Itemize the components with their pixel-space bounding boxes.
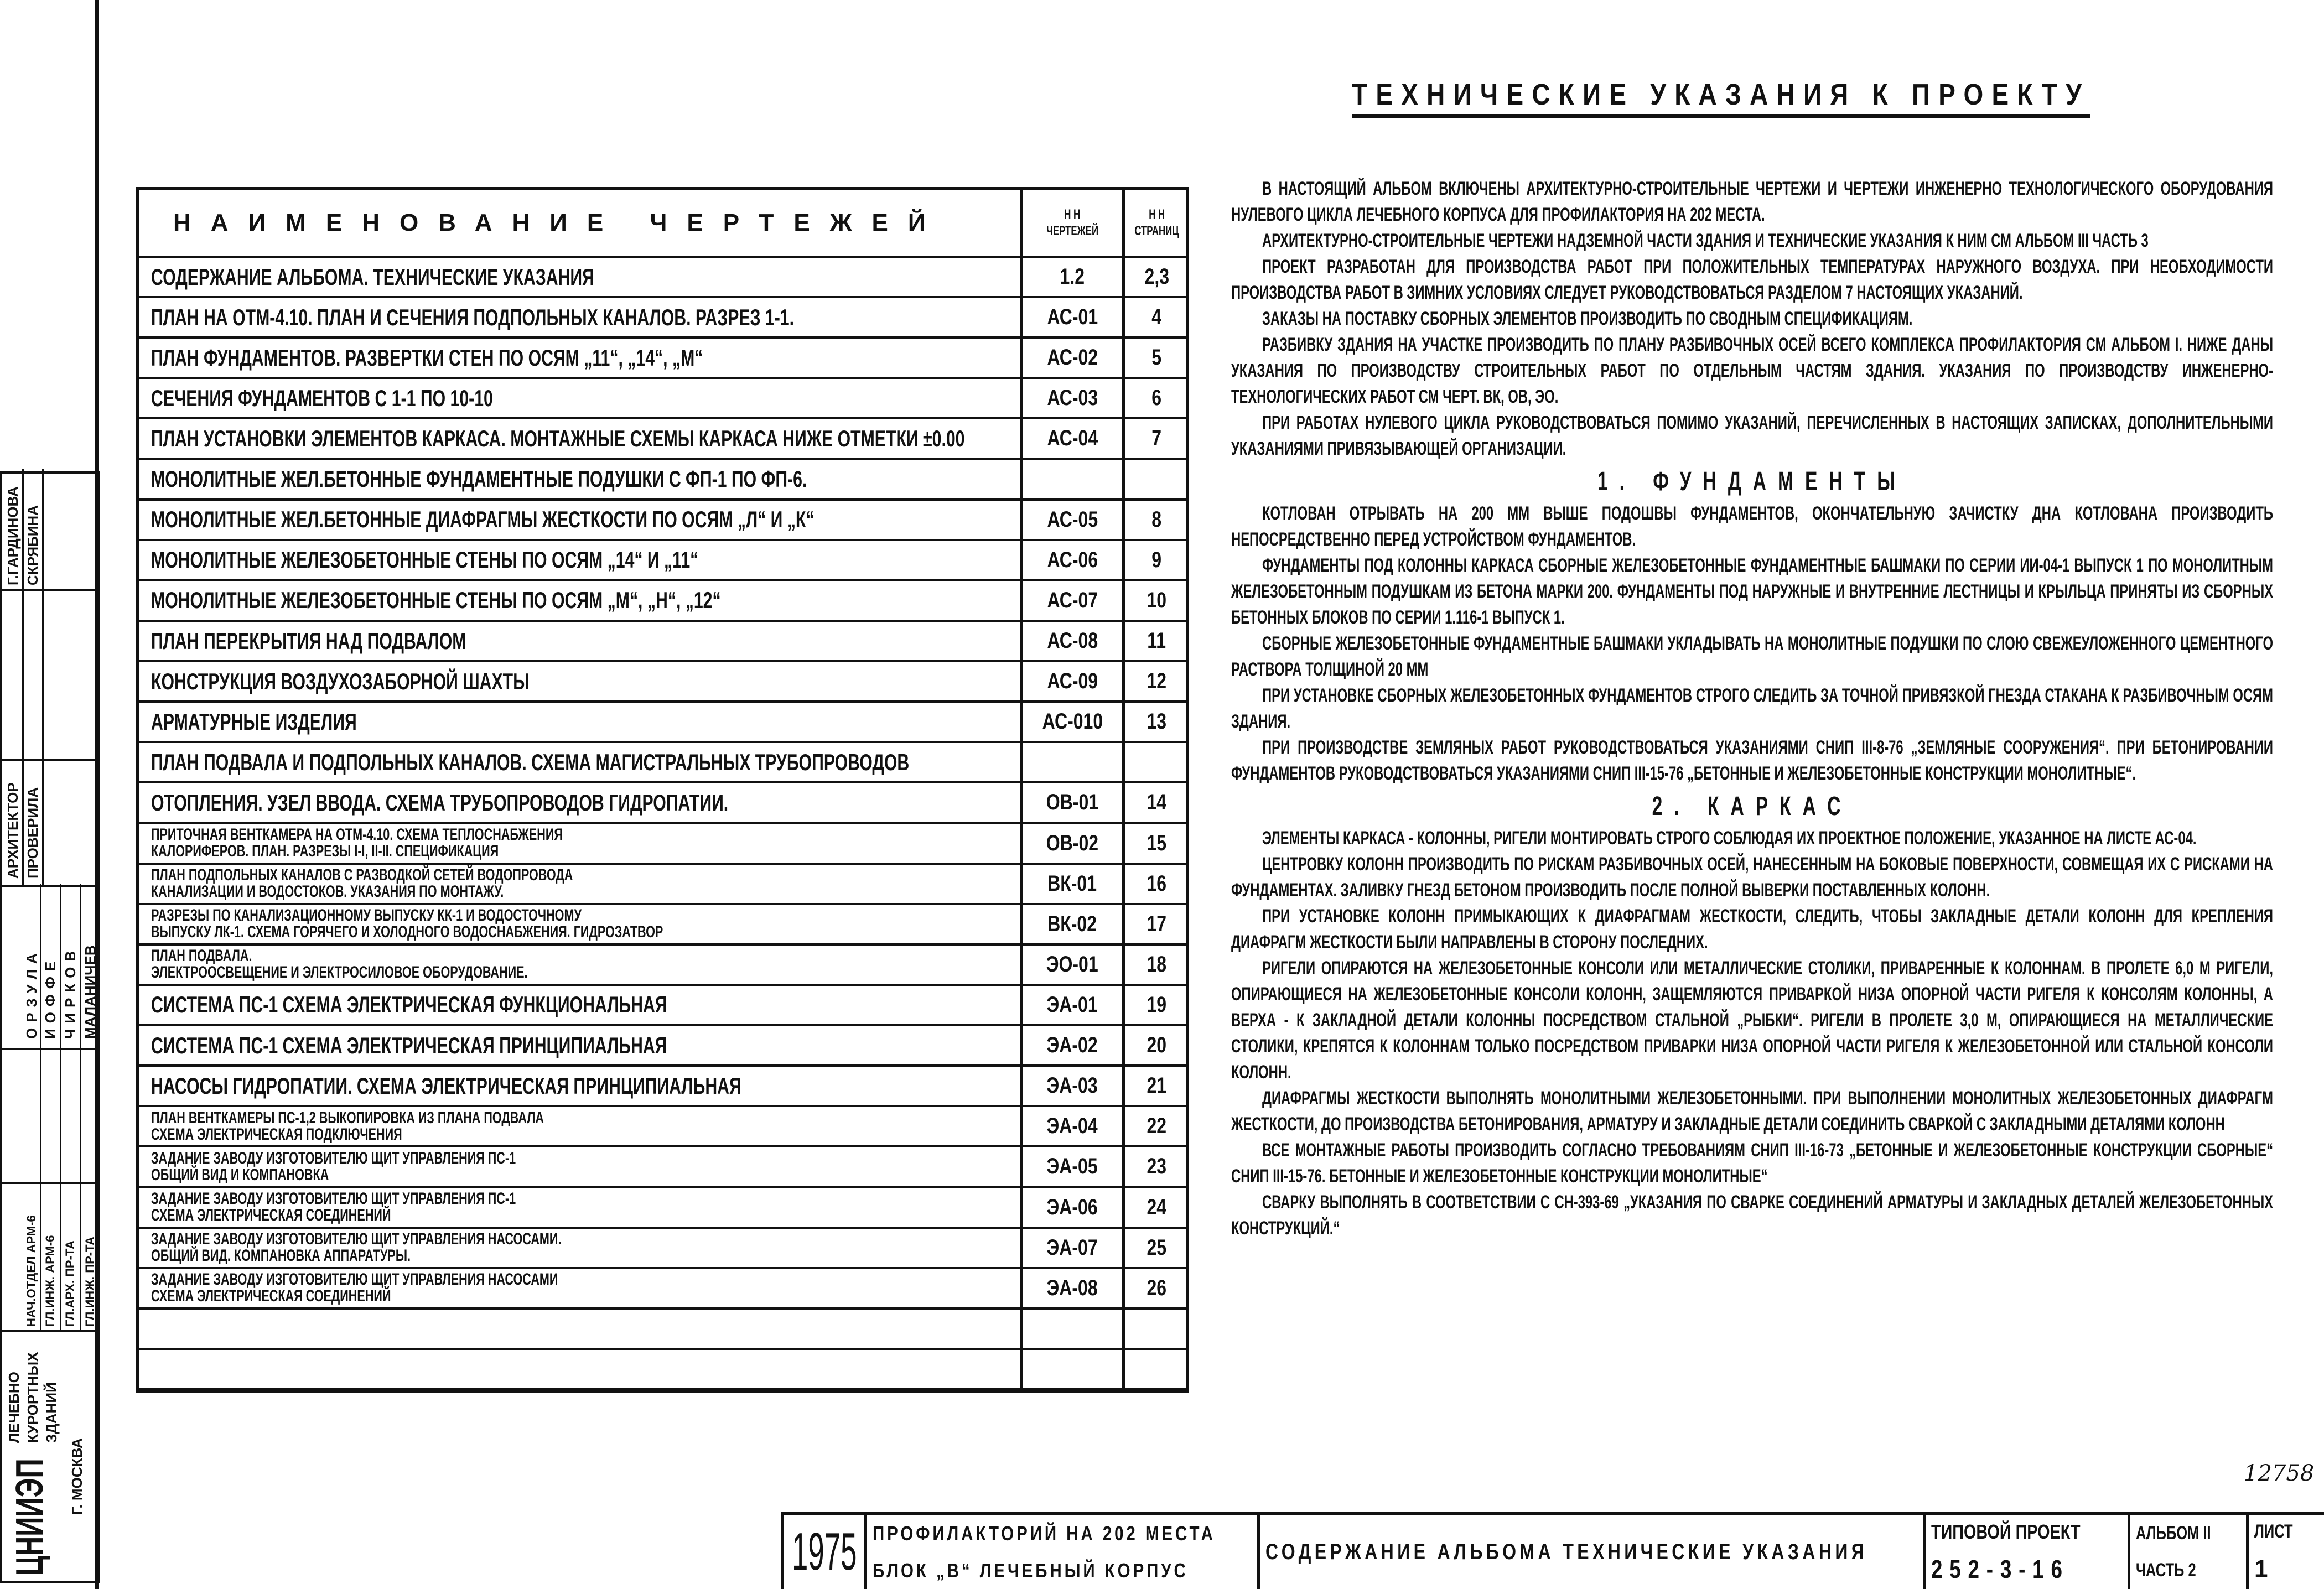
page-number-cell [1125,1310,1189,1348]
drawing-name: СИСТЕМА ПС-1 СХЕМА ЭЛЕКТРИЧЕСКАЯ ПРИНЦИПИАЛЬНАЯ [151,1032,667,1058]
drawing-name-cell [139,258,1023,296]
header-drawing-number [1023,190,1125,256]
note-paragraph: ПРИ УСТАНОВКЕ СБОРНЫХ ЖЕЛЕЗОБЕТОННЫХ ФУНДАМЕНТОВ СТРОГО СЛЕДИТЬ ЗА ТОЧНОЙ ПРИВЯЗКОЙ ГНЕЗДА СТАКАНА К РАЗБИВОЧНЫМ ОСЯМ ЗДАНИЯ. [1231,685,2273,732]
drawing-number: ЭА-03 [1046,1073,1098,1098]
drawing-number: АС-09 [1047,669,1098,694]
header-page-top: Н Н [1149,206,1165,222]
table-row [139,703,1186,743]
drawing-number-cell [1023,1026,1125,1064]
drawing-name: ПЛАН ПОДВАЛА И ПОДПОЛЬНЫХ КАНАЛОВ. СХЕМА МАГИСТРАЛЬНЫХ ТРУБОПРОВОДОВ [151,749,910,775]
drawing-number-cell [1023,541,1125,579]
stamp-lane [80,884,81,1332]
header-page-bottom: СТРАНИЦ [1134,223,1179,238]
table-row [139,622,1186,662]
stamp-lane [42,469,44,887]
drawing-number-cell [1023,743,1125,781]
page-number: 10 [1147,588,1167,612]
section-heading-foundations: 1. ФУНДАМЕНТЫ [1597,467,1907,496]
title-block-year [784,1515,867,1589]
drawing-name-cell [139,379,1023,417]
position-4: ГЛ.ИНЖ. ПР-ТА [83,1236,97,1327]
drawing-name-cell [139,662,1023,700]
page-number: 21 [1147,1073,1167,1098]
org-city: Г. МОСКВА [69,1438,85,1515]
page-number: 16 [1147,871,1167,896]
notes-intro [1231,176,2273,462]
drawing-number-cell [1023,1147,1125,1186]
page-number: 4 [1151,305,1162,330]
note-paragraph: ДИАФРАГМЫ ЖЕСТКОСТИ ВЫПОЛНЯТЬ МОНОЛИТНЫМИ ЖЕЛЕЗОБЕТОННЫМИ. ПРИ ВЫПОЛНЕНИИ МОНОЛИТНЫХ ЖЕЛЕЗОБЕТОННЫХ ДИАФРАГМ ЖЕСТКОСТИ, ДО ПРОИЗВОДСТВА БЕТОНИРОВАНИЯ, АРМАТУРУ И ЗАКЛАДНЫЕ ДЕТАЛИ СОЕДИНИТЬ СВАРКОЙ С ЗАКЛАДНЫМИ ДЕТАЛЯМИ КОЛОНН [1231,1088,2273,1135]
note-paragraph: ВСЕ МОНТАЖНЫЕ РАБОТЫ ПРОИЗВОДИТЬ СОГЛАСНО ТРЕБОВАНИЯМ СНИП III-16-73 „БЕТОННЫЕ И ЖЕЛЕЗОБЕТОННЫЕ КОНСТРУКЦИИ СБОРНЫЕ“ СНИП III-15-76. БЕТОННЫЕ И ЖЕЛЕЗОБЕТОННЫЕ КОНСТРУКЦИИ МОНОЛИТНЫЕ“ [1231,1140,2273,1187]
drawing-name-cell [139,419,1023,458]
role-name-2: СКРЯБИНА [24,505,41,585]
drawing-name-cell [139,986,1023,1024]
note-paragraph: ЦЕНТРОВКУ КОЛОНН ПРОИЗВОДИТЬ ПО РИСКАМ РАЗБИВОЧНЫХ ОСЕЙ, НАНЕСЕННЫМ НА БОКОВЫЕ ПОВЕРХНОСТИ, СОВМЕЩАЯ ИХ С РИСКАМИ НА ФУНДАМЕНТАХ. ЗАЛИВКУ ГНЕЗД БЕТОНОМ ПРОИЗВОДИТЬ ПОСЛЕ ПОЛНОЙ ВЫВЕРКИ ПОСТАВЛЕННЫХ КОЛОНН. [1231,854,2273,901]
stamp-divider [2,759,97,761]
drawing-name: ЗАДАНИЕ ЗАВОДУ ИЗГОТОВИТЕЛЮ ЩИТ УПРАВЛЕНИЯ ПС-1 СХЕМА ЭЛЕКТРИЧЕСКАЯ СОЕДИНЕНИЙ [151,1190,516,1224]
drawing-name-cell [139,1350,1023,1388]
drawing-name: ЗАДАНИЕ ЗАВОДУ ИЗГОТОВИТЕЛЮ ЩИТ УПРАВЛЕНИЯ НАСОСАМИ СХЕМА ЭЛЕКТРИЧЕСКАЯ СОЕДИНЕНИЙ [151,1270,558,1306]
header-page-number [1125,190,1189,256]
note-paragraph: ПРИ УСТАНОВКЕ КОЛОНН ПРИМЫКАЮЩИХ К ДИАФРАГМАМ ЖЕСТКОСТИ, СЛЕДИТЬ, ЧТОБЫ ЗАКЛАДНЫЕ ДЕТАЛИ КОЛОНН ДЛЯ КРЕПЛЕНИЯ ДИАФРАГМ ЖЕСТКОСТИ БЫЛИ НАПРАВЛЕНЫ В СТОРОНУ ПОСЛЕДНИХ. [1231,906,2273,953]
drawing-name-cell [139,905,1023,943]
table-row [139,783,1186,824]
page-number-cell [1125,1147,1189,1186]
drawing-name-cell [139,1147,1023,1186]
drawings-list-table [136,187,1189,1393]
table-row [139,298,1186,339]
table-row [139,865,1186,905]
stamp-divider [2,1182,97,1184]
drawing-number-cell [1023,1188,1125,1226]
drawing-name: МОНОЛИТНЫЕ ЖЕЛЕЗОБЕТОННЫЕ СТЕНЫ ПО ОСЯМ „14“ И „11“ [151,547,699,573]
drawing-name: ПЛАН ПЕРЕКРЫТИЯ НАД ПОДВАЛОМ [151,627,466,654]
stamp-divider [2,885,97,887]
table-row [139,1310,1186,1350]
title-block [781,1512,2324,1589]
drawing-name: СИСТЕМА ПС-1 СХЕМА ЭЛЕКТРИЧЕСКАЯ ФУНКЦИОНАЛЬНАЯ [151,991,667,1018]
page-number-cell [1125,541,1189,579]
drawing-name-cell [139,783,1023,822]
page-number-cell [1125,865,1189,903]
drawing-number-cell [1023,501,1125,539]
page-number-cell [1125,1350,1189,1388]
note-paragraph: В НАСТОЯЩИЙ АЛЬБОМ ВКЛЮЧЕНЫ АРХИТЕКТУРНО-СТРОИТЕЛЬНЫЕ ЧЕРТЕЖИ И ЧЕРТЕЖИ ИНЖЕНЕРНО ТЕХНОЛОГИЧЕСКОГО ОБОРУДОВАНИЯ НУЛЕВОГО ЦИКЛА ЛЕЧЕБНОГО КОРПУСА ДЛЯ ПРОФИЛАКТОРИЯ НА 202 МЕСТА. [1231,178,2273,225]
drawing-name-cell [139,460,1023,498]
page-number: 6 [1151,386,1162,411]
drawing-number: АС-06 [1047,547,1098,572]
page-number: 2,3 [1144,264,1169,289]
drawing-name: РАЗРЕЗЫ ПО КАНАЛИЗАЦИОННОМУ ВЫПУСКУ КК-1 И ВОДОСТОЧНОМУ ВЫПУСКУ ЛК-1. СХЕМА ГОРЯЧЕГО И ХОЛОДНОГО ВОДОСНАБЖЕНИЯ. ГИДРОЗАТВОР [151,906,663,942]
drawing-number-cell [1023,703,1125,741]
note-paragraph: ФУНДАМЕНТЫ ПОД КОЛОННЫ КАРКАСА СБОРНЫЕ ЖЕЛЕЗОБЕТОННЫЕ ФУНДАМЕНТНЫЕ БАШМАКИ ПО СЕРИИ ИИ-04-1 ВЫПУСК 1 ПО МОНОЛИТНЫМ ЖЕЛЕЗОБЕТОННЫМ ПОДУШКАМ ИЗ БЕТОНА МАРКИ 200. ФУНДАМЕНТЫ ПОД НАРУЖНЫЕ И ВНУТРЕННИЕ ЛЕСТНИЦЫ И КРЫЛЬЦА ПРИНЯТЫ ИЗ СБОРНЫХ БЕТОННЫХ БЛОКОВ ПО СЕРИИ 1.116-1 ВЫПУСК 1. [1231,555,2273,628]
role-1: АРХИТЕКТОР [4,782,21,879]
drawing-number-cell [1023,379,1125,417]
drawing-name-cell [139,1188,1023,1226]
table-row [139,460,1186,501]
position-3: ГЛ.АРХ. ПР-ТА [63,1240,77,1327]
position-1: НАЧ.ОТДЕЛ АРМ-6 [24,1215,38,1327]
drawing-number: ЭА-06 [1046,1195,1098,1219]
note-paragraph: РАЗБИВКУ ЗДАНИЯ НА УЧАСТКЕ ПРОИЗВОДИТЬ ПО ПЛАНУ РАЗБИВОЧНЫХ ОСЕЙ ВСЕГО КОМПЛЕКСА ПРОФИЛАКТОРИЯ СМ АЛЬБОМ I. НИЖЕ ДАНЫ УКАЗАНИЯ ПО ПРОИЗВОДСТВУ СТРОИТЕЛЬНЫХ РАБОТ ПО ОТДЕЛЬНЫМ ЧАСТЯМ ЗДАНИЯ. УКАЗАНИЯ ПО ПРОИЗВОДСТВУ ИНЖЕНЕРНО-ТЕХНОЛОГИЧЕСКИХ РАБОТ СМ ЧЕРТ. ВК, ОВ, ЭО. [1231,334,2273,407]
page-number-cell [1125,501,1189,539]
stamp-divider [2,1048,97,1050]
drawing-number-cell [1023,1067,1125,1105]
name-4: МАЛАНИЧЕВ [82,945,98,1039]
typical-number: 252-3-16 [1931,1554,2069,1583]
drawing-name-cell [139,298,1023,336]
page-number-cell [1125,1026,1189,1064]
table-row [139,1269,1186,1310]
table-row [139,1026,1186,1067]
drawing-name: ОТОПЛЕНИЯ. УЗЕЛ ВВОДА. СХЕМА ТРУБОПРОВОДОВ ГИДРОПАТИИ. [151,789,729,816]
title-block-sheet-title [1260,1515,1926,1589]
drawing-number-cell [1023,946,1125,984]
drawing-number: АС-010 [1042,709,1103,734]
note-paragraph: ПРИ РАБОТАХ НУЛЕВОГО ЦИКЛА РУКОВОДСТВОВАТЬСЯ ПОМИМО УКАЗАНИЙ, ПЕРЕЧИСЛЕННЫХ В НАСТОЯЩИХ ЗАПИСКАХ, ДОПОЛНИТЕЛЬНЫМИ УКАЗАНИЯМИ ПРИВЯЗЫВАЮЩЕЙ ОРГАНИЗАЦИИ. [1231,412,2273,459]
drawing-name-cell [139,1310,1023,1348]
project-line-1: ПРОФИЛАКТОРИЙ НА 202 МЕСТА [873,1522,1216,1545]
drawing-number-cell [1023,1229,1125,1267]
page-number-cell [1125,379,1189,417]
drawing-number-cell [1023,258,1125,296]
drawing-name: МОНОЛИТНЫЕ ЖЕЛ.БЕТОННЫЕ ДИАФРАГМЫ ЖЕСТКОСТИ ПО ОСЯМ „Л“ И „К“ [151,506,815,533]
title-block-typical-project [1926,1515,2130,1589]
drawing-number: ВК-01 [1047,871,1097,896]
header-name-text: НАИМЕНОВАНИЕ ЧЕРТЕЖЕЙ [173,209,946,236]
note-paragraph: ЭЛЕМЕНТЫ КАРКАСА - КОЛОННЫ, РИГЕЛИ МОНТИРОВАТЬ СТРОГО СОБЛЮДАЯ ИХ ПРОЕКТНОЕ ПОЛОЖЕНИЕ, УКАЗАННОЕ НА ЛИСТЕ АС-04. [1262,828,2197,849]
page-number-cell [1125,783,1189,822]
drawing-number-cell [1023,1350,1125,1388]
drawing-number-cell [1023,824,1125,863]
org-line2: КУРОРТНЫХ [24,1352,41,1443]
drawing-name: НАСОСЫ ГИДРОПАТИИ. СХЕМА ЭЛЕКТРИЧЕСКАЯ ПРИНЦИПИАЛЬНАЯ [151,1072,741,1099]
table-row [139,743,1186,783]
drawing-number-cell [1023,1107,1125,1145]
header-name [139,190,1023,256]
page-number-cell [1125,1269,1189,1307]
drawing-name: ПЛАН НА ОТМ-4.10. ПЛАН И СЕЧЕНИЯ ПОДПОЛЬНЫХ КАНАЛОВ. РАЗРЕЗ 1-1. [151,304,795,330]
page-number: 18 [1147,952,1167,977]
page-number-cell [1125,946,1189,984]
notes-foundations [1231,501,2273,787]
page-number-cell [1125,298,1189,336]
drawing-name-cell [139,824,1023,863]
page-number: 13 [1147,709,1167,734]
sheet-title-text: СОДЕРЖАНИЕ АЛЬБОМА ТЕХНИЧЕСКИЕ УКАЗАНИЯ [1265,1539,1868,1564]
approval-stamp [0,471,100,1583]
role-name-1: Г.ГАРДИНОВА [4,486,21,585]
drawing-name: АРМАТУРНЫЕ ИЗДЕЛИЯ [151,708,357,735]
drawing-name-cell [139,581,1023,620]
drawing-number: АС-03 [1047,386,1098,411]
name-1: ОРЗУЛА [23,948,40,1039]
drawing-name: КОНСТРУКЦИЯ ВОЗДУХОЗАБОРНОЙ ШАХТЫ [151,668,530,694]
drawing-number: АС-01 [1047,305,1098,330]
note-paragraph: СВАРКУ ВЫПОЛНЯТЬ В СООТВЕТСТВИИ С СН-393-69 „УКАЗАНИЯ ПО СВАРКЕ СОЕДИНЕНИЙ АРМАТУРЫ И ЗАКЛАДНЫХ ДЕТАЛЕЙ ЖЕЛЕЗОБЕТОННЫХ КОНСТРУКЦИЙ.“ [1231,1192,2273,1239]
stamp-lane [22,469,24,887]
drawing-number: ЭА-04 [1046,1114,1098,1139]
section-heading-frame: 2. КАРКАС [1652,792,1853,821]
drawing-name-cell [139,1026,1023,1064]
technical-notes [1231,176,2273,1242]
drawing-name: ЗАДАНИЕ ЗАВОДУ ИЗГОТОВИТЕЛЮ ЩИТ УПРАВЛЕНИЯ ПС-1 ОБЩИЙ ВИД И КОМПАНОВКА [151,1149,516,1184]
header-num-top: Н Н [1064,206,1081,222]
page-number-cell [1125,258,1189,296]
page-number-cell [1125,1229,1189,1267]
page-number-cell [1125,1067,1189,1105]
page-number-cell [1125,1107,1189,1145]
drawing-name: ПЛАН ПОДПОЛЬНЫХ КАНАЛОВ С РАЗВОДКОЙ СЕТЕЙ ВОДОПРОВОДА КАНАЛИЗАЦИИ И ВОДОСТОКОВ. УКАЗАНИЯ ПО МОНТАЖУ. [151,866,573,901]
drawing-number: ЭА-01 [1046,992,1098,1017]
album-part: ЧАСТЬ 2 [2136,1560,2196,1581]
stamp-divider [2,1330,97,1332]
drawing-number-cell [1023,783,1125,822]
note-paragraph: АРХИТЕКТУРНО-СТРОИТЕЛЬНЫЕ ЧЕРТЕЖИ НАДЗЕМНОЙ ЧАСТИ ЗДАНИЯ И ТЕХНИЧЕСКИЕ УКАЗАНИЯ К НИМ СМ АЛЬБОМ III ЧАСТЬ 3 [1262,230,2149,251]
drawing-number-cell [1023,905,1125,943]
page-number-cell [1125,703,1189,741]
table-row [139,946,1186,986]
org-line3: ЗДАНИЙ [43,1382,60,1443]
title-block-album [2130,1515,2249,1589]
drawing-name-cell [139,743,1023,781]
sheet-number: 1 [2254,1555,2268,1582]
drawing-name-cell [139,541,1023,579]
page-number: 9 [1151,547,1162,572]
notes-title: ТЕХНИЧЕСКИЕ УКАЗАНИЯ К ПРОЕКТУ [1352,77,2090,118]
table-row [139,986,1186,1026]
title-block-sheet [2249,1515,2324,1589]
name-3: ЧИРКОВ [62,945,79,1039]
page-number-cell [1125,662,1189,700]
org-line1: ЛЕЧЕБНО [6,1372,22,1443]
drawing-number-cell [1023,662,1125,700]
table-row [139,258,1186,298]
drawing-number: АС-05 [1047,507,1098,532]
table-row [139,581,1186,622]
drawing-number-cell [1023,1269,1125,1307]
typical-label: ТИПОВОЙ ПРОЕКТ [1931,1520,2081,1543]
page-number: 22 [1147,1114,1167,1139]
drawing-number-cell [1023,419,1125,458]
page-number-cell [1125,339,1189,377]
drawing-number: ОВ-01 [1046,790,1099,815]
role-2: ПРОВЕРИЛА [24,787,41,879]
year-text: 1975 [791,1522,857,1581]
drawing-number-cell [1023,581,1125,620]
drawing-number: АС-08 [1047,629,1098,653]
drawing-number: АС-07 [1047,588,1098,612]
drawing-number: АС-04 [1047,426,1098,451]
drawing-number: ВК-02 [1047,911,1097,936]
position-2: ГЛ.ИНЖ. АРМ-6 [43,1235,57,1327]
page-number: 19 [1147,992,1167,1017]
project-line-2: БЛОК „В“ ЛЕЧЕБНЫЙ КОРПУС [873,1559,1189,1582]
table-row [139,541,1186,581]
notes-frame [1231,825,2273,1242]
page-number: 5 [1151,345,1162,370]
drawing-name: СЕЧЕНИЯ ФУНДАМЕНТОВ С 1-1 ПО 10-10 [151,385,493,411]
page-number: 11 [1147,629,1166,653]
note-paragraph: ПРОЕКТ РАЗРАБОТАН ДЛЯ ПРОИЗВОДСТВА РАБОТ ПРИ ПОЛОЖИТЕЛЬНЫХ ТЕМПЕРАТУРАХ НАРУЖНОГО ВОЗДУХА. ПРИ НЕОБХОДИМОСТИ ПРОИЗВОДСТВА РАБОТ В ЗИМНИХ УСЛОВИЯХ СЛЕДУЕТ РУКОВОДСТВОВАТЬСЯ РАЗДЕЛОМ 7 НАСТОЯЩИХ УКАЗАНИЙ. [1231,256,2273,303]
drawing-name-cell [139,1067,1023,1105]
drawing-number-cell [1023,622,1125,660]
page-number: 8 [1151,507,1162,532]
table-row [139,1107,1186,1147]
page-number-cell [1125,905,1189,943]
stamp-lane [40,884,42,1332]
drawing-name-cell [139,946,1023,984]
drawing-name: СОДЕРЖАНИЕ АЛЬБОМА. ТЕХНИЧЕСКИЕ УКАЗАНИЯ [151,263,594,290]
drawing-number-cell [1023,298,1125,336]
table-row [139,339,1186,379]
drawing-number: ЭО-01 [1046,952,1098,977]
header-num-bottom: ЧЕРТЕЖЕЙ [1046,223,1098,238]
stamp-divider [2,589,97,591]
page-number-cell [1125,824,1189,863]
title-block-project [867,1515,1260,1589]
drawing-name-cell [139,622,1023,660]
drawing-name-cell [139,1269,1023,1307]
drawing-name-cell [139,501,1023,539]
table-row [139,501,1186,541]
drawing-number-cell [1023,1310,1125,1348]
drawing-number: ЭА-08 [1046,1275,1098,1300]
page-number: 12 [1147,669,1167,694]
stamp-lane [60,884,61,1332]
drawing-name: ПЛАН ПОДВАЛА. ЭЛЕКТРООСВЕЩЕНИЕ И ЭЛЕКТРОСИЛОВОЕ ОБОРУДОВАНИЕ. [151,947,528,982]
drawing-number-cell [1023,339,1125,377]
drawing-number-cell [1023,865,1125,903]
page-number-cell [1125,622,1189,660]
drawing-number: ЭА-05 [1046,1154,1098,1179]
drawing-name-cell [139,1107,1023,1145]
note-paragraph: ЗАКАЗЫ НА ПОСТАВКУ СБОРНЫХ ЭЛЕМЕНТОВ ПРОИЗВОДИТЬ ПО СВОДНЫМ СПЕЦИФИКАЦИЯМ. [1262,308,1913,329]
table-row [139,1147,1186,1188]
page-number: 26 [1147,1275,1167,1300]
table-row [139,419,1186,460]
drawing-name-cell [139,703,1023,741]
drawing-name-cell [139,1229,1023,1267]
drawing-number: ЭА-07 [1046,1235,1098,1260]
drawing-number: ЭА-02 [1046,1033,1098,1058]
page-number: 20 [1147,1033,1167,1058]
page-number-cell [1125,986,1189,1024]
inventory-number: 12758 [2244,1461,2315,1486]
drawing-name: ПЛАН УСТАНОВКИ ЭЛЕМЕНТОВ КАРКАСА. МОНТАЖНЫЕ СХЕМЫ КАРКАСА НИЖЕ ОТМЕТКИ ±0.00 [151,425,965,451]
drawing-name: ЗАДАНИЕ ЗАВОДУ ИЗГОТОВИТЕЛЮ ЩИТ УПРАВЛЕНИЯ НАСОСАМИ. ОБЩИЙ ВИД. КОМПАНОВКА АППАРАТУРЫ. [151,1230,562,1265]
table-row [139,1350,1186,1390]
note-paragraph: КОТЛОВАН ОТРЫВАТЬ НА 200 ММ ВЫШЕ ПОДОШВЫ ФУНДАМЕНТОВ, ОКОНЧАТЕЛЬНУЮ ЗАЧИСТКУ ДНА КОТЛОВАНА ПРОИЗВОДИТЬ НЕПОСРЕДСТВЕННО ПЕРЕД УСТРОЙСТВОМ ФУНДАМЕНТОВ. [1231,503,2273,550]
page-number-cell [1125,581,1189,620]
table-row [139,662,1186,703]
drawing-name-cell [139,339,1023,377]
note-paragraph: СБОРНЫЕ ЖЕЛЕЗОБЕТОННЫЕ ФУНДАМЕНТНЫЕ БАШМАКИ УКЛАДЫВАТЬ НА МОНОЛИТНЫЕ ПОДУШКИ ПО СЛОЮ СВЕЖЕУЛОЖЕННОГО ЦЕМЕНТНОГО РАСТВОРА ТОЛЩИНОЙ 20 ММ [1231,633,2273,680]
table-row [139,905,1186,946]
table-row [139,1229,1186,1269]
drawing-number-cell [1023,460,1125,498]
page-number-cell [1125,419,1189,458]
page-number: 14 [1147,790,1167,815]
page-number-cell [1125,743,1189,781]
album-label: АЛЬБОМ II [2136,1523,2211,1544]
table-header-row [139,190,1186,258]
page-number: 23 [1147,1154,1167,1179]
drawing-name: ПЛАН ВЕНТКАМЕРЫ ПС-1,2 ВЫКОПИРОВКА ИЗ ПЛАНА ПОДВАЛА СХЕМА ЭЛЕКТРИЧЕСКАЯ ПОДКЛЮЧЕНИЯ [151,1108,544,1144]
drawing-number: ОВ-02 [1046,830,1099,855]
sheet-label: ЛИСТ [2254,1521,2293,1543]
page-number: 7 [1151,426,1162,451]
page-number: 17 [1147,911,1167,936]
table-row [139,824,1186,865]
drawing-name-cell [139,865,1023,903]
table-row [139,1067,1186,1107]
org-logo: ЦНИИЭП [8,1458,51,1576]
drawing-name: ПЛАН ФУНДАМЕНТОВ. РАЗВЕРТКИ СТЕН ПО ОСЯМ „11“, „14“, „М“ [151,344,703,371]
drawing-number: 1.2 [1060,264,1085,289]
name-2: ИОФФЕ [42,956,59,1039]
drawing-name: МОНОЛИТНЫЕ ЖЕЛ.БЕТОННЫЕ ФУНДАМЕНТНЫЕ ПОДУШКИ С ФП-1 ПО ФП-6. [151,466,807,492]
page-number: 15 [1147,830,1167,855]
page-number-cell [1125,1188,1189,1226]
page-number: 24 [1147,1195,1167,1219]
table-row [139,379,1186,419]
drawing-number-cell [1023,986,1125,1024]
note-paragraph: РИГЕЛИ ОПИРАЮТСЯ НА ЖЕЛЕЗОБЕТОННЫЕ КОНСОЛИ ИЛИ МЕТАЛЛИЧЕСКИЕ СТОЛИКИ, ПРИВАРЕННЫЕ К КОЛОННАМ. В ПРОЛЕТЕ 6,0 М РИГЕЛИ, ОПИРАЮЩИЕСЯ НА ЖЕЛЕЗОБЕТОННЫЕ КОНСОЛИ КОЛОНН, ЗАЩЕМЛЯЮТСЯ ПРИВАРКОЙ НИЗА ОПОРНОЙ ЧАСТИ РИГЕЛЯ К КОНСОЛЯМ КОЛОННЫ, А ВЕРХА - К ЗАКЛАДНОЙ ДЕТАЛИ КОЛОННЫ ПОСРЕДСТВОМ СТАЛЬНОЙ „РЫБКИ“. РИГЕЛИ В ПРОЛЕТЕ 3,0 М, ОПИРАЮЩИЕСЯ НА МЕТАЛЛИЧЕСКИЕ СТОЛИКИ, КРЕПЯТСЯ К КОЛОННАМ ТОЛЬКО ПОСРЕДСТВОМ ПРИВАРКИ НИЗА ОПОРНОЙ ЧАСТИ РИГЕЛЯ К ЖЕЛЕЗОБЕТОННОЙ ИЛИ СТАЛЬНОЙ КОНСОЛИ КОЛОНН. [1231,958,2273,1083]
drawing-number: АС-02 [1047,345,1098,370]
page-number-cell [1125,460,1189,498]
note-paragraph: ПРИ ПРОИЗВОДСТВЕ ЗЕМЛЯНЫХ РАБОТ РУКОВОДСТВОВАТЬСЯ УКАЗАНИЯМИ СНИП III-8-76 „ЗЕМЛЯНЫЕ СООРУЖЕНИЯ“. ПРИ БЕТОНИРОВАНИИ ФУНДАМЕНТОВ РУКОВОДСТВОВАТЬСЯ УКАЗАНИЯМИ СНИП III-15-76 „БЕТОННЫЕ И ЖЕЛЕЗОБЕТОННЫЕ КОНСТРУКЦИИ МОНОЛИТНЫЕ“. [1231,737,2273,784]
drawing-name: МОНОЛИТНЫЕ ЖЕЛЕЗОБЕТОННЫЕ СТЕНЫ ПО ОСЯМ „М“, „Н“, „12“ [151,587,721,614]
table-row [139,1188,1186,1228]
drawing-name: ПРИТОЧНАЯ ВЕНТКАМЕРА НА ОТМ-4.10. СХЕМА ТЕПЛОСНАБЖЕНИЯ КАЛОРИФЕРОВ. ПЛАН. РАЗРЕЗЫ I-I, II-II. СПЕЦИФИКАЦИЯ [151,825,563,861]
page-number: 25 [1147,1235,1167,1260]
